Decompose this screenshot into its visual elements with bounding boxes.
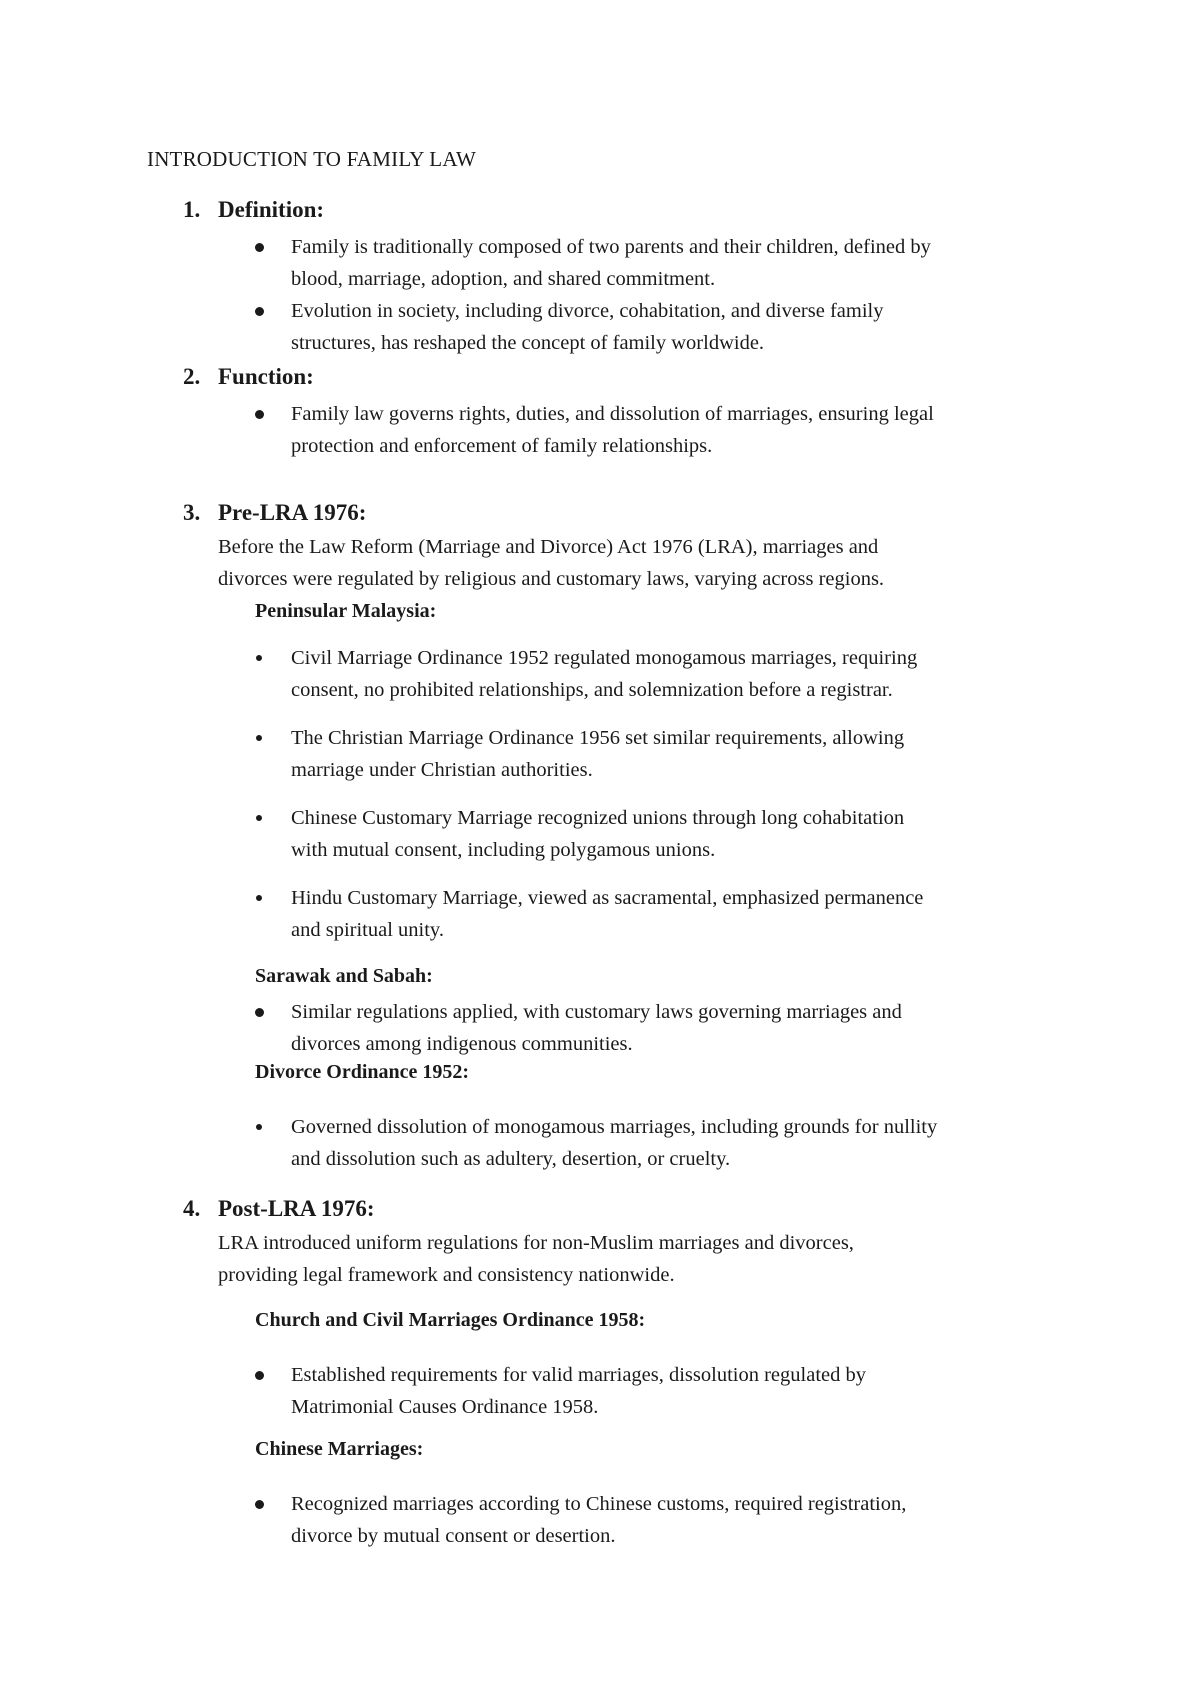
- list-item: Hindu Customary Marriage, viewed as sacramental, emphasized permanence and spiritual unity.: [291, 887, 924, 941]
- section-title: Pre-LRA 1976:: [218, 500, 367, 525]
- document-title: INTRODUCTION TO FAMILY LAW: [147, 147, 477, 171]
- bullet-icon: [256, 655, 262, 661]
- list-item: Civil Marriage Ordinance 1952 regulated monogamous marriages, requiring consent, no prohibited relationships, and solemnization before a registrar.: [291, 647, 918, 701]
- section-intro: Before the Law Reform (Marriage and Divorce) Act 1976 (LRA), marriages and divorces were regulated by religious and customary laws, varying across regions.: [218, 536, 885, 590]
- bullet-icon: [255, 307, 264, 316]
- list-item: Established requirements for valid marriages, dissolution regulated by Matrimonial Causes Ordinance 1958.: [291, 1364, 866, 1418]
- section-intro: LRA introduced uniform regulations for non-Muslim marriages and divorces, providing legal framework and consistency nationwide.: [218, 1232, 854, 1286]
- list-item: Family law governs rights, duties, and dissolution of marriages, ensuring legal protection and enforcement of family relationships.: [291, 403, 934, 457]
- section-title: Definition:: [218, 197, 325, 222]
- list-item: Evolution in society, including divorce, cohabitation, and diverse family structures, has reshaped the concept of family worldwide.: [291, 300, 884, 354]
- bullet-icon: [255, 1500, 264, 1509]
- bullet-icon: [256, 815, 262, 821]
- subsection-heading: Peninsular Malaysia:: [255, 600, 437, 622]
- bullet-icon: [255, 410, 264, 419]
- bullet-icon: [256, 1124, 262, 1130]
- section-heading-definition: [183, 197, 324, 223]
- section-heading-pre-lra: [183, 500, 366, 526]
- list-item: Governed dissolution of monogamous marriages, including grounds for nullity and dissolution such as adultery, desertion, or cruelty.: [291, 1116, 938, 1170]
- section-title: Post-LRA 1976:: [218, 1196, 375, 1221]
- section-title: Function:: [218, 364, 314, 389]
- list-item: Recognized marriages according to Chinese customs, required registration, divorce by mutual consent or desertion.: [291, 1493, 907, 1547]
- bullet-icon: [255, 1371, 264, 1380]
- list-item: Chinese Customary Marriage recognized unions through long cohabitation with mutual consent, including polygamous unions.: [291, 807, 905, 861]
- section-heading-function: [183, 364, 314, 390]
- subsection-heading: Chinese Marriages:: [255, 1438, 424, 1460]
- list-item: Family is traditionally composed of two parents and their children, defined by blood, marriage, adoption, and shared commitment.: [291, 236, 931, 290]
- bullet-icon: [255, 1008, 264, 1017]
- subsection-heading: Divorce Ordinance 1952:: [255, 1061, 470, 1083]
- subsection-heading: Church and Civil Marriages Ordinance 1958:: [255, 1309, 646, 1331]
- list-item: Similar regulations applied, with customary laws governing marriages and divorces among indigenous communities.: [291, 1001, 902, 1055]
- section-heading-post-lra: [183, 1196, 375, 1222]
- list-item: The Christian Marriage Ordinance 1956 set similar requirements, allowing marriage under Christian authorities.: [291, 727, 905, 781]
- section-number: 3.: [183, 500, 201, 525]
- section-number: 2.: [183, 364, 201, 389]
- bullet-icon: [255, 243, 264, 252]
- bullet-icon: [256, 735, 262, 741]
- subsection-heading: Sarawak and Sabah:: [255, 965, 433, 987]
- bullet-icon: [256, 895, 262, 901]
- section-number: 1.: [183, 197, 201, 222]
- section-number: 4.: [183, 1196, 201, 1221]
